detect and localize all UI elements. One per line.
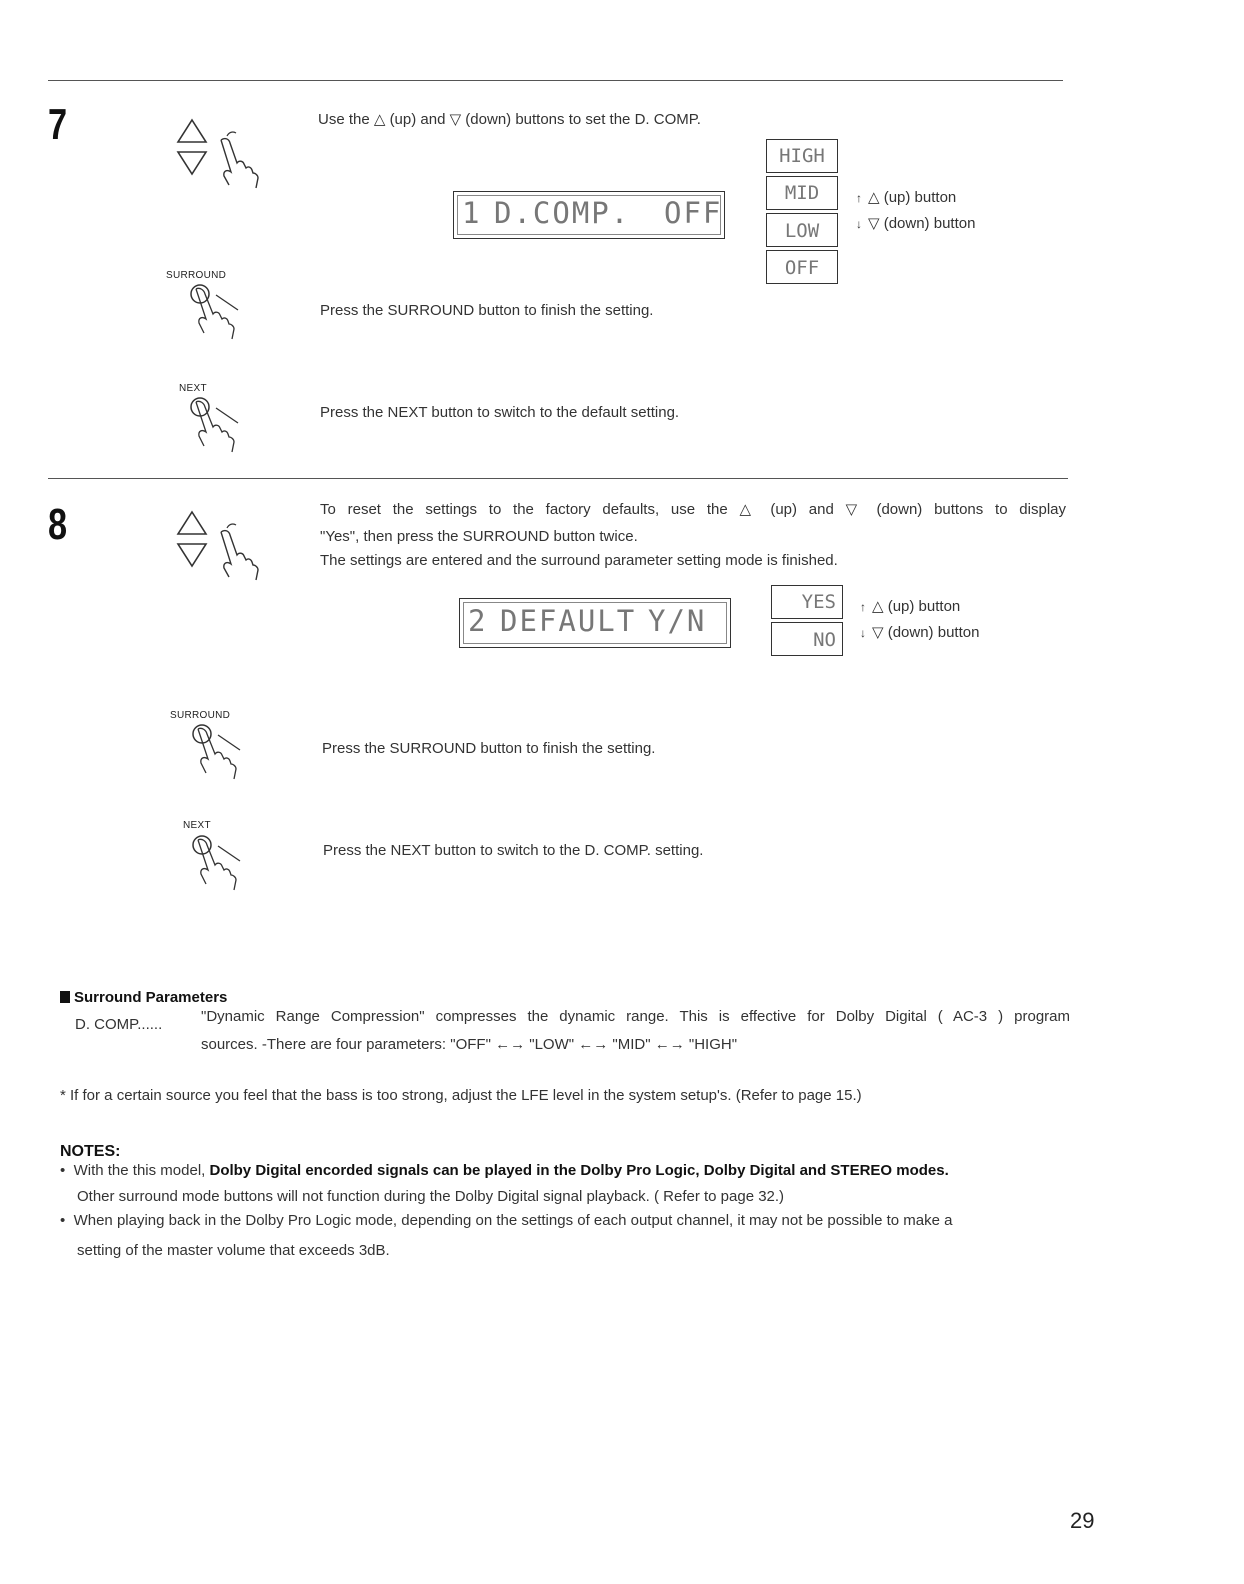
option-no: NO (771, 622, 843, 656)
surround-button-hand-icon (188, 723, 258, 783)
step-8-number: 8 (48, 500, 68, 549)
step-7-lcd-display (453, 191, 725, 239)
option-low: LOW (766, 213, 838, 247)
step-8-legend-down: ↓ ▽ (down) button (860, 624, 980, 641)
bullet-icon: • (60, 1162, 74, 1179)
step-8-surround-text: Press the SURROUND button to finish the setting. (322, 740, 656, 757)
arrow-down-icon: ↓ (860, 626, 866, 640)
next-button-hand-icon (188, 834, 258, 894)
lcd-parameter: D.COMP. (494, 196, 631, 230)
note-2-line-1: • When playing back in the Dolby Pro Logic mode, depending on the settings of each output channel, it may not be possible to make a (60, 1212, 953, 1229)
step-8-instruction-line-2: "Yes", then press the SURROUND button twice. (320, 528, 638, 545)
notes-heading: NOTES: (60, 1143, 121, 1160)
d-comp-description-line-1: "Dynamic Range Compression" compresses the dynamic range. This is effective for Dolby Digital ( AC-3 ) program (201, 1008, 1070, 1025)
lcd-line-number: 2 (468, 604, 486, 638)
bullet-icon: • (60, 1212, 74, 1229)
step-7-instruction: Use the △ (up) and ▽ (down) buttons to set the D. COMP. (318, 111, 701, 128)
next-button-label: NEXT (183, 820, 211, 831)
lcd-value: Y/N (648, 604, 707, 638)
option-yes: YES (771, 585, 843, 619)
surround-button-hand-icon (186, 283, 256, 343)
step-8-rule (48, 478, 1068, 479)
page-number: 29 (1070, 1508, 1095, 1533)
step-7-next-text: Press the NEXT button to switch to the default setting. (320, 404, 680, 421)
note-1-line-2: Other surround mode buttons will not function during the Dolby Digital signal playback. ( Refer to page 32.) (77, 1188, 785, 1205)
step-8-lcd-display (459, 598, 731, 648)
step-8-instruction-line-1: To reset the settings to the factory defaults, use the △ (up) and ▽ (down) buttons to display (320, 501, 1066, 518)
note-2-line-2: setting of the master volume that exceeds 3dB. (77, 1242, 390, 1259)
step-8-next-text: Press the NEXT button to switch to the D. COMP. setting. (323, 842, 704, 859)
option-off: OFF (766, 250, 838, 284)
surround-button-label: SURROUND (166, 270, 227, 281)
d-comp-term: D. COMP...... (75, 1016, 163, 1033)
arrow-down-icon: ↓ (856, 217, 862, 231)
step-7-surround-text: Press the SURROUND button to finish the setting. (320, 302, 654, 319)
up-down-buttons-icon (175, 510, 265, 585)
note-1-bold: Dolby Digital encorded signals can be played in the Dolby Pro Logic, Dolby Digital and STEREO modes. (209, 1162, 949, 1179)
square-bullet-icon (60, 991, 70, 1003)
up-down-buttons-icon (175, 118, 265, 193)
step-8-instruction-line-3: The settings are entered and the surround parameter setting mode is finished. (320, 552, 838, 569)
note-1-line-1: • With the this model, Dolby Digital encorded signals can be played in the Dolby Pro Logic, Dolby Digital and STEREO modes. (60, 1162, 949, 1179)
option-mid: MID (766, 176, 838, 210)
top-rule (48, 80, 1063, 81)
lcd-parameter: DEFAULT (500, 604, 637, 638)
footnote: * If for a certain source you feel that the bass is too strong, adjust the LFE level in the system setup's. (Refer to page 15.) (60, 1087, 862, 1104)
lcd-value: OFF (664, 196, 723, 230)
step-8-legend-up: ↑ △ (up) button (860, 598, 961, 615)
step-7-legend-up: ↑ △ (up) button (856, 189, 957, 206)
lcd-line-number: 1 (462, 196, 480, 230)
next-button-hand-icon (186, 396, 256, 456)
step-7-legend-down: ↓ ▽ (down) button (856, 215, 976, 232)
arrow-up-icon: ↑ (860, 600, 866, 614)
arrow-up-icon: ↑ (856, 191, 862, 205)
next-button-label: NEXT (179, 383, 207, 394)
d-comp-description-line-2: sources. -There are four parameters: "OFF" ←→ "LOW" ←→ "MID" ←→ "HIGH" (201, 1036, 738, 1053)
step-7-number: 7 (48, 100, 68, 149)
option-high: HIGH (766, 139, 838, 173)
surround-button-label: SURROUND (170, 710, 231, 721)
surround-parameters-heading: Surround Parameters (60, 989, 227, 1006)
